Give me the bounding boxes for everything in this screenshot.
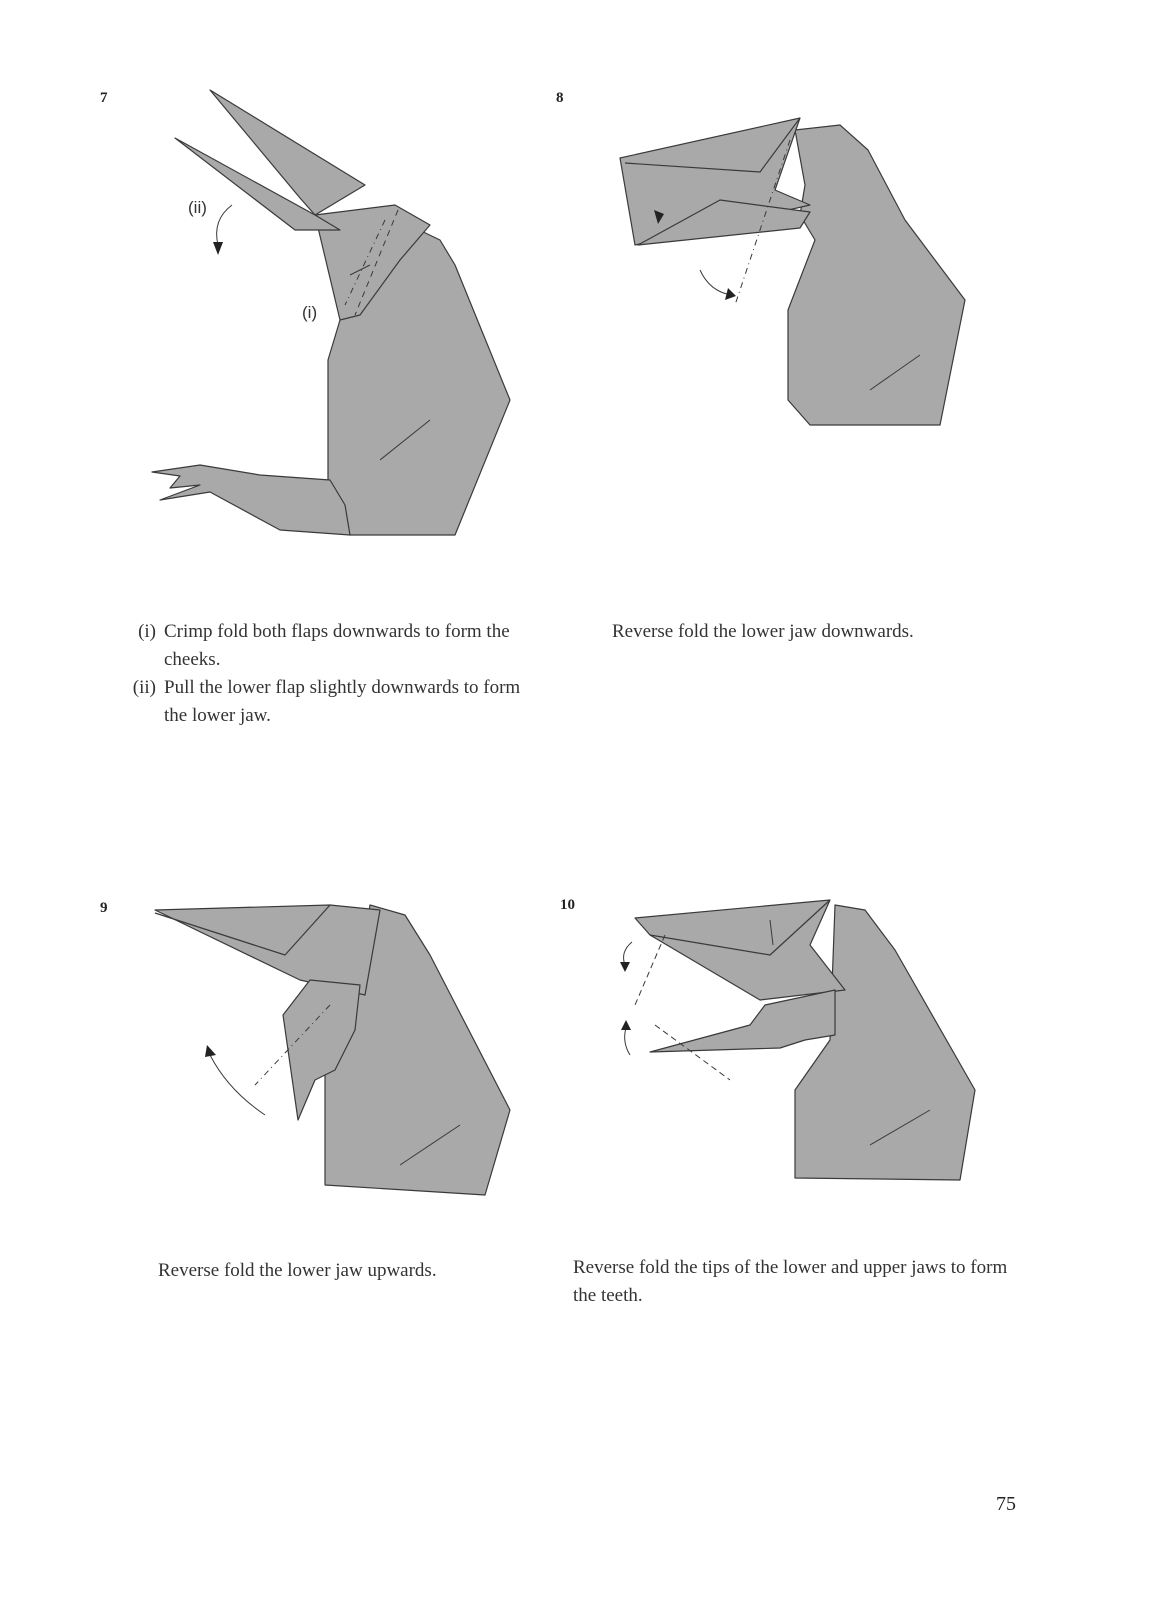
upper-fold-line [635,935,665,1005]
caption-text: Pull the lower flap slightly downwards to form the lower jaw. [164,677,521,726]
step-10-number: 10 [560,897,575,913]
caption-text: Crimp fold both flaps downwards to form the cheeks. [164,621,510,670]
label-i: (i) [302,303,318,322]
arrow-head [213,242,223,255]
caption-roman: (ii) [132,677,156,698]
step-8-number: 8 [556,90,564,106]
tail-shape [152,465,350,535]
step-7-diagram [140,80,540,550]
lower-jaw-shape [650,990,835,1052]
step-9-caption: Reverse fold the lower jaw upwards. [158,1260,437,1281]
step-10-diagram [610,890,990,1190]
curved-arrow-bottom [625,1028,630,1055]
step-8-diagram [610,100,980,430]
step-7-caption [108,618,548,730]
body-shape [788,125,965,425]
arrow-head-2 [725,288,736,300]
caption-roman: (i) [138,621,156,642]
arrow-head [205,1045,216,1057]
step-9-diagram [150,895,520,1200]
caption-item [108,618,548,674]
upper-flap-shape [210,90,365,215]
arrow-head-top [620,962,630,972]
step-10-caption: Reverse fold the tips of the lower and upper jaws to form the teeth. [573,1257,1008,1306]
step-7-number: 7 [100,90,108,106]
caption-item [108,674,548,730]
page-number: 75 [996,1493,1016,1515]
curved-arrow [210,1055,265,1115]
head-shape [155,905,380,995]
curved-arrow [217,205,232,245]
body-shape [795,905,975,1180]
label-ii: (ii) [188,198,207,217]
arrow-head-bottom [621,1020,631,1030]
step-9-number: 9 [100,900,108,916]
step-8-caption: Reverse fold the lower jaw downwards. [612,621,914,642]
curved-arrow-top [624,942,632,965]
